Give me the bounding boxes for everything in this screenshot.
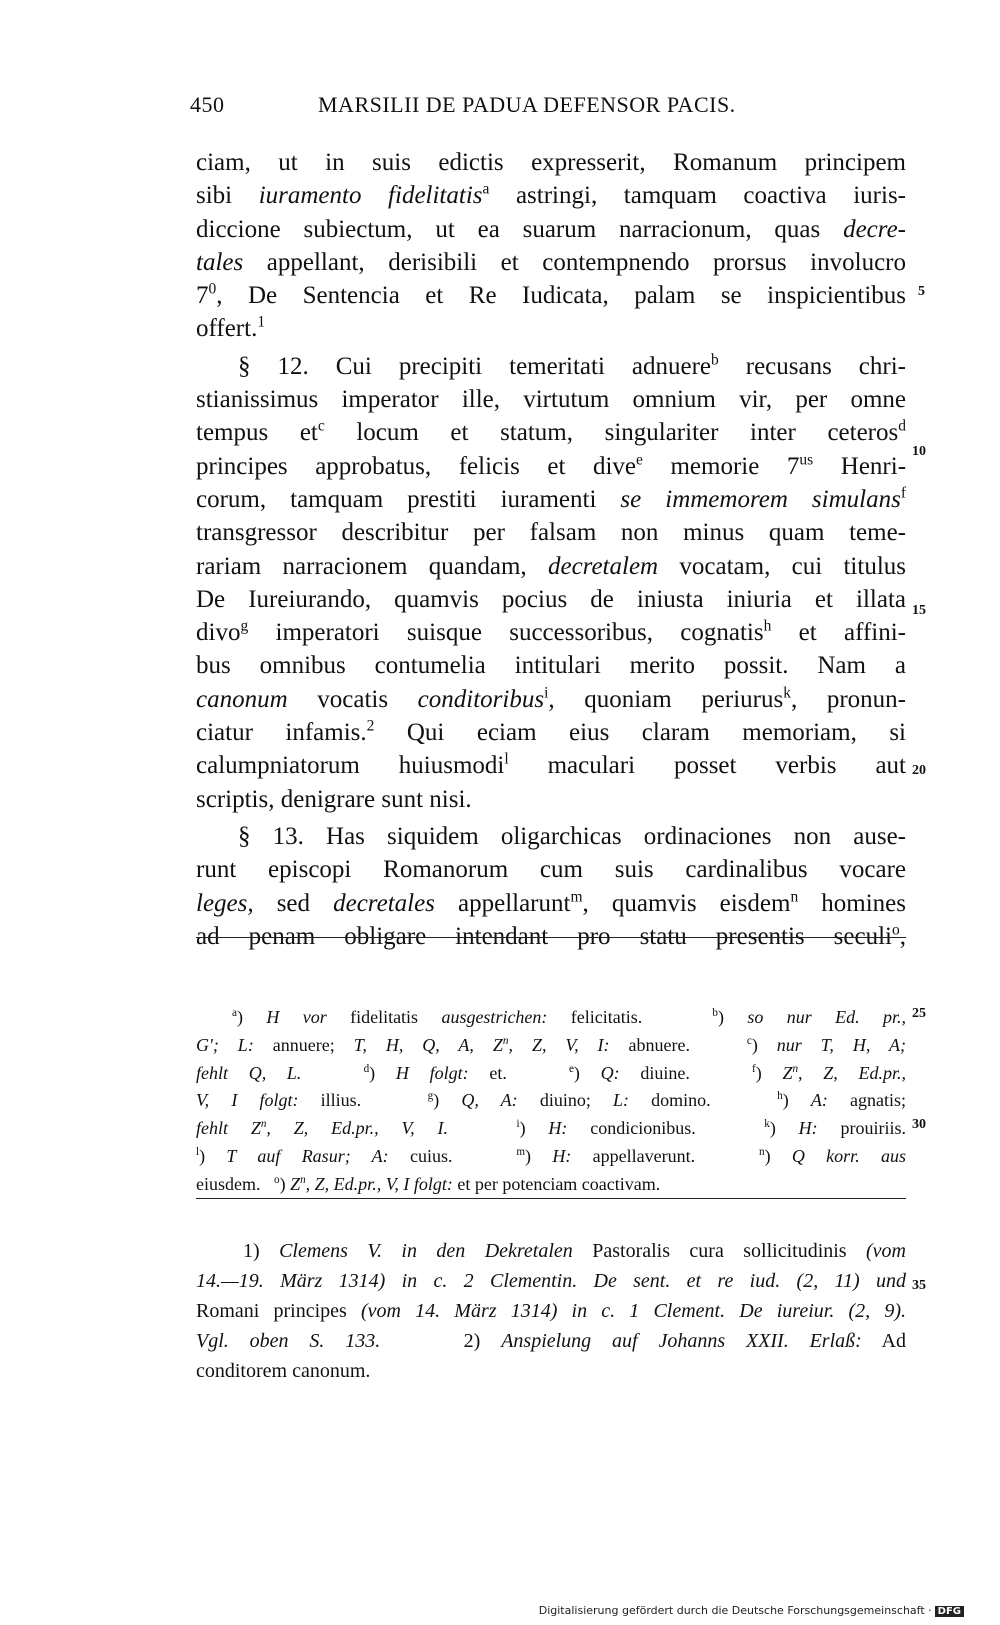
text-line: leges, sed decretales appellarunt$^m$, quamvis eisdem$^n$ homines bbox=[196, 888, 906, 917]
text-line: offert.$^1$ bbox=[196, 314, 266, 343]
text-line: ciatur infamis.$^2$ Qui eciam eius claram memoriam, si bbox=[196, 717, 906, 747]
line-number: 25 bbox=[912, 1006, 926, 1021]
apparatus-line: V, I folgt: illius. $^g$) Q, A: diuino; L: domino. $^h$) A: agnatis; bbox=[196, 1090, 906, 1111]
apparatus-line: $^a$) H vor fidelitatis ausgestrichen: felicitatis. $^b$) so nur Ed. pr., bbox=[232, 1007, 906, 1027]
text-line: divo$^g$ imperatori suisque successoribus, cognatis$^h$ et affini- bbox=[196, 617, 906, 647]
text-line: tempus $et^c$ locum et statum, singulariter inter ceteros$^d$ bbox=[196, 418, 906, 447]
separator-rule bbox=[196, 1198, 906, 1199]
text-line: $7^0$, De Sentencia et Re Iudicata, palam se inspicientibus bbox=[196, 280, 906, 310]
footnote-line: 1) Clemens V. in den Dekretalen Pastoralis cura sollicitudinis (vom bbox=[243, 1240, 906, 1262]
section-12-heading: § 12. Cui precipiti temeritati adnuere$^b$ recusans chri- bbox=[238, 351, 907, 380]
line-number: 30 bbox=[912, 1117, 926, 1132]
text-line: bus omnibus contumelia intitulari merito possit. Nam a bbox=[196, 652, 906, 680]
apparatus-line: G'; L: annuere; T, H, Q, A, $Z^n$, Z, V, I: abnuere. $^c$) nur T, H, A; bbox=[196, 1034, 907, 1055]
text-line: stianissimus imperator ille, virtutum omnium vir, per omne bbox=[196, 386, 906, 414]
text-line: De Iureiurando, quamvis pocius de iniusta iniuria et illata bbox=[196, 585, 906, 613]
line-number: 20 bbox=[912, 763, 926, 778]
footnote-line: Romani principes (vom 14. März 1314) in c. 1 Clement. De iureiur. (2, 9). bbox=[196, 1300, 906, 1322]
separator-rule bbox=[196, 937, 906, 938]
text-line: scriptis, denigrare sunt nisi. bbox=[196, 785, 472, 813]
footnote-line: Vgl. oben S. 133. 2) Anspielung auf Johanns XXII. Erlaß: Ad bbox=[196, 1330, 906, 1352]
text-line: sibi iuramento fidelitatis$^a$ astringi, tamquam coactiva iuris- bbox=[196, 180, 906, 210]
text-line: canonum vocatis conditoribus$^i$, quoniam periurus$^k$, pronun- bbox=[196, 684, 906, 713]
line-number: 35 bbox=[912, 1278, 926, 1293]
section-13-heading: § 13. Has siquidem oligarchicas ordinaciones non ause- bbox=[238, 822, 906, 850]
line-number: 5 bbox=[918, 284, 925, 299]
digitization-footer bbox=[539, 1604, 964, 1617]
text-line: diccione subiectum, ut ea suarum narracionum, quas decre- bbox=[196, 215, 906, 243]
text-line: ad penam obligare intendant pro statu presentis seculi$^o$, bbox=[196, 921, 906, 950]
main-text bbox=[196, 146, 906, 953]
apparatus-line: fehlt $Z^n$, Z, Ed.pr., V, I. $^i$) H: condicionibus. $^k$) H: prouiriis. bbox=[196, 1118, 907, 1139]
dfg-logo: DFG bbox=[935, 1606, 964, 1617]
line-number: 15 bbox=[912, 603, 926, 618]
footnote-line: 14.—19. März 1314) in c. 2 Clementin. De sent. et re iud. (2, 11) und bbox=[196, 1270, 906, 1292]
text-line: calumpniatorum huiusmodi$^l$ maculari posset verbis aut bbox=[196, 751, 906, 780]
line-number: 10 bbox=[912, 444, 926, 459]
footnote-line: conditorem canonum. bbox=[196, 1360, 371, 1382]
text-line: rariam narracionem quandam, decretalem vocatam, cui titulus bbox=[196, 552, 907, 580]
text-line: tales appellant, derisibili et contempnendo prorsus involucro bbox=[196, 248, 906, 276]
text-line: corum, tamquam prestiti iuramenti se immemorem simulans$^f$ bbox=[196, 484, 906, 513]
running-title: MARSILII DE PADUA DEFENSOR PACIS. bbox=[318, 92, 736, 117]
page-number: 450 bbox=[190, 92, 225, 117]
text-line: principes approbatus, felicis et dive$^e$ memorie $7^{us}$ Henri- bbox=[196, 451, 907, 480]
footer-text: Digitalisierung gefördert durch die Deutsche Forschungsgemeinschaft · bbox=[538, 1604, 932, 1617]
apparatus-line: $^l$) T auf Rasur; A: cuius. $^m$) H: appellaverunt. $^n$) Q korr. aus bbox=[196, 1145, 906, 1166]
text-line: ciam, ut in suis edictis expresserit, Romanum principem bbox=[196, 149, 906, 176]
apparatus-line: eiusdem. $^o$) $Z^n$, Z, Ed.pr., V, I folgt: et per potenciam coactivam. bbox=[196, 1173, 661, 1194]
text-line: runt episcopi Romanorum cum suis cardinalibus vocare bbox=[196, 856, 906, 884]
critical-apparatus bbox=[196, 1004, 906, 1199]
apparatus-line: fehlt Q, L. $^d$) H folgt: et. $^e$) Q: diuine. $^f$) $Z^n$, Z, Ed.pr., bbox=[196, 1062, 906, 1083]
text-line: transgressor describitur per falsam non minus quam teme- bbox=[196, 519, 906, 547]
footnotes bbox=[196, 1236, 906, 1386]
